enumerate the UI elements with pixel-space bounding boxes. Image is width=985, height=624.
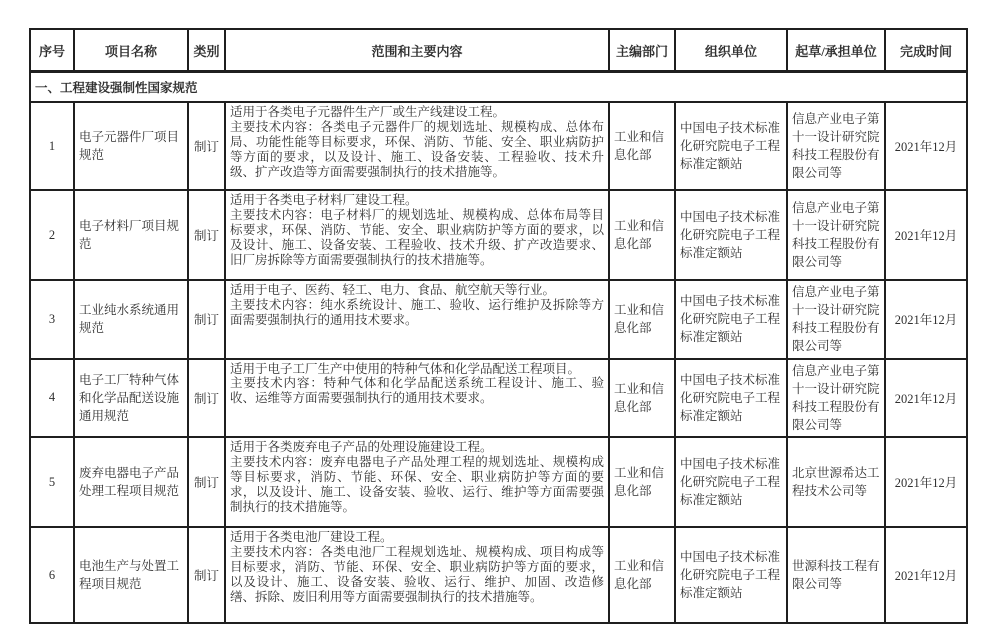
scope-detail: 主要技术内容：特种气体和化学品配送系统工程设计、施工、验收、运维等方面需要强制执行的通用技术要求。 — [230, 376, 604, 406]
table-body — [30, 72, 967, 624]
cell-serial: 2 — [30, 190, 74, 280]
cell-chief-dept: 工业和信息化部 — [609, 437, 675, 527]
table-row — [30, 437, 967, 527]
scope-intro: 适用于各类废弃电子产品的处理设施建设工程。 — [230, 440, 493, 454]
cell-chief-dept: 工业和信息化部 — [609, 280, 675, 359]
cell-org-unit: 中国电子技术标准化研究院电子工程标准定额站 — [675, 437, 787, 527]
cell-completion-time: 2021年12月 — [885, 359, 967, 438]
cell-project-name: 废弃电器电子产品处理工程项目规范 — [74, 437, 188, 527]
cell-serial: 1 — [30, 102, 74, 190]
cell-org-unit: 中国电子技术标准化研究院电子工程标准定额站 — [675, 280, 787, 359]
scope-detail: 主要技术内容：废弃电器电子产品处理工程的规划选址、规模构成等目标要求，消防、节能、环保、安全、职业病防护等方面的要求，以及设计、施工、设备安装、验收、运行、维护等方面需要强制执行的技术措施等。 — [230, 454, 604, 514]
cell-completion-time: 2021年12月 — [885, 102, 967, 190]
cell-completion-time: 2021年12月 — [885, 527, 967, 623]
cell-chief-dept: 工业和信息化部 — [609, 190, 675, 280]
scope-intro: 适用于电子工厂生产中使用的特种气体和化学品配送工程项目。 — [230, 361, 581, 376]
cell-project-name: 电子工厂特种气体和化学品配送设施通用规范 — [74, 359, 188, 438]
cell-category: 制订 — [188, 102, 225, 190]
cell-completion-time: 2021年12月 — [885, 190, 967, 280]
cell-category: 制订 — [188, 527, 225, 623]
cell-project-name: 电子材料厂项目规范 — [74, 190, 188, 280]
scope-detail: 主要技术内容：各类电池厂工程规划选址、规模构成、项目构成等目标要求，消防、节能、环保、安全、职业病防护等方面的要求，以及设计、施工、设备安装、验收、运行、维护、加固、改造修缮、拆除、废旧利用等方面需要强制执行的技术措施等。 — [230, 544, 604, 604]
scope-detail: 主要技术内容：各类电子元器件厂的规划选址、规模构成、总体布局、功能性能等目标要求，环保、消防、节能、安全、职业病防护等方面的要求，以及设计、施工、设备安装、工程验收、技术升级、扩产改造等方面需要强制执行的技术措施等。 — [230, 119, 604, 179]
cell-serial: 6 — [30, 527, 74, 623]
cell-project-name: 电池生产与处置工程项目规范 — [74, 527, 188, 623]
cell-scope — [225, 190, 609, 280]
cell-drafting-unit: 信息产业电子第十一设计研究院科技工程股份有限公司等 — [787, 102, 885, 190]
cell-org-unit: 中国电子技术标准化研究院电子工程标准定额站 — [675, 359, 787, 438]
cell-category: 制订 — [188, 437, 225, 527]
scope-intro: 适用于电子、医药、轻工、电力、食品、航空航天等行业。 — [230, 283, 556, 297]
cell-scope — [225, 527, 609, 623]
table-row — [30, 190, 967, 280]
section-header-row — [30, 72, 967, 103]
cell-chief-dept: 工业和信息化部 — [609, 527, 675, 623]
header-row — [30, 29, 967, 72]
scope-intro: 适用于各类电子材料厂建设工程。 — [230, 193, 418, 207]
cell-scope — [225, 280, 609, 359]
cell-scope — [225, 437, 609, 527]
column-header-serial: 序号 — [30, 29, 74, 72]
cell-completion-time: 2021年12月 — [885, 437, 967, 527]
cell-drafting-unit: 信息产业电子第十一设计研究院科技工程股份有限公司等 — [787, 280, 885, 359]
cell-category: 制订 — [188, 359, 225, 438]
scope-intro: 适用于各类电子元器件生产厂或生产线建设工程。 — [230, 105, 506, 119]
table-row — [30, 280, 967, 359]
scope-detail: 主要技术内容：纯水系统设计、施工、验收、运行维护及拆除等方面需要强制执行的通用技术要求。 — [230, 297, 604, 327]
cell-chief-dept: 工业和信息化部 — [609, 102, 675, 190]
column-header-scope: 范围和主要内容 — [225, 29, 609, 72]
scope-intro: 适用于各类电池厂建设工程。 — [230, 530, 393, 544]
column-header-chief-dept: 主编部门 — [609, 29, 675, 72]
cell-drafting-unit: 信息产业电子第十一设计研究院科技工程股份有限公司等 — [787, 190, 885, 280]
table-row — [30, 527, 967, 623]
cell-drafting-unit: 世源科技工程有限公司等 — [787, 527, 885, 623]
scope-detail: 主要技术内容：电子材料厂的规划选址、规模构成、总体布局等目标要求，环保、消防、节能、安全、职业病防护等方面的要求，以及设计、施工、设备安装、工程验收、技术升级、扩产改造要求、旧厂房拆除等方面需要强制执行的技术措施等。 — [230, 207, 604, 267]
cell-project-name: 电子元器件厂项目规范 — [74, 102, 188, 190]
cell-scope — [225, 359, 609, 438]
cell-serial: 3 — [30, 280, 74, 359]
column-header-org-unit: 组织单位 — [675, 29, 787, 72]
section-title: 一、工程建设强制性国家规范 — [30, 72, 967, 103]
cell-drafting-unit: 信息产业电子第十一设计研究院科技工程股份有限公司等 — [787, 359, 885, 438]
cell-category: 制订 — [188, 280, 225, 359]
cell-project-name: 工业纯水系统通用规范 — [74, 280, 188, 359]
column-header-category: 类别 — [188, 29, 225, 72]
column-header-project-name: 项目名称 — [74, 29, 188, 72]
cell-org-unit: 中国电子技术标准化研究院电子工程标准定额站 — [675, 190, 787, 280]
table-row — [30, 102, 967, 190]
cell-org-unit: 中国电子技术标准化研究院电子工程标准定额站 — [675, 102, 787, 190]
cell-category: 制订 — [188, 190, 225, 280]
cell-serial: 4 — [30, 359, 74, 438]
column-header-completion-time: 完成时间 — [885, 29, 967, 72]
cell-scope — [225, 102, 609, 190]
cell-serial: 5 — [30, 437, 74, 527]
cell-drafting-unit: 北京世源希达工程技术公司等 — [787, 437, 885, 527]
column-header-drafting-unit: 起草/承担单位 — [787, 29, 885, 72]
cell-chief-dept: 工业和信息化部 — [609, 359, 675, 438]
table-header — [30, 29, 967, 72]
standards-table — [29, 28, 968, 624]
cell-completion-time: 2021年12月 — [885, 280, 967, 359]
cell-org-unit: 中国电子技术标准化研究院电子工程标准定额站 — [675, 527, 787, 623]
table-row — [30, 359, 967, 438]
